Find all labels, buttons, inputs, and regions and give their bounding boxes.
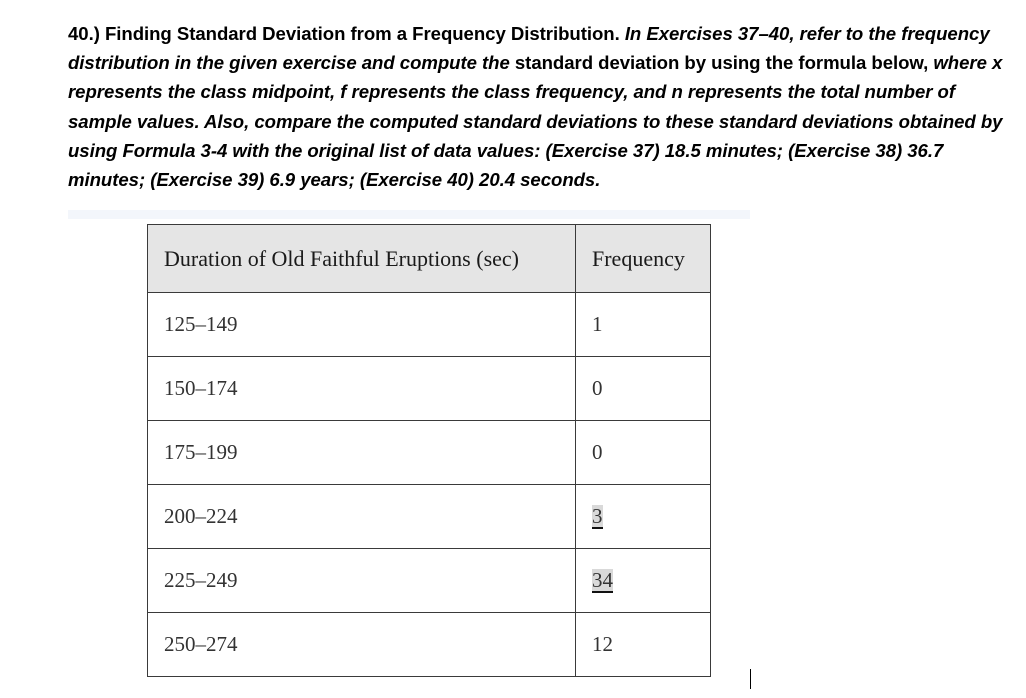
table-row [148,485,711,549]
problem-bold-phrase: standard deviation by using the formula below, [514,52,929,74]
table-row [148,421,711,485]
table-header-row [148,225,711,293]
highlighted-frequency-value[interactable]: 34 [592,568,613,592]
frequency-cell: 12 [576,613,711,677]
text-cursor [750,669,751,689]
table-row [148,357,711,421]
problem-title: Finding Standard Deviation from a Frequency Distribution. [104,23,620,44]
problem-body: where x represents the class midpoint, f represents the class frequency, and n represents the total number of sample values. Also, compare the computed standard deviations to these standard deviations obtained by using Formula 3-4 with the original list of data values: (Exercise 37) 18.5 minutes; (Exercise 38) 36.7 minutes; (Exercise 39) 6.9 years; (Exercise 40) 20.4 seconds. [68,52,1003,191]
duration-range-cell: 200–224 [148,485,576,549]
table-row [148,293,711,357]
problem-number: 40.) [68,23,100,44]
frequency-cell[interactable] [576,549,711,613]
formula-placeholder-band [68,210,750,219]
frequency-column-header: Frequency [576,225,711,293]
duration-range-cell: 250–274 [148,613,576,677]
frequency-cell[interactable] [576,485,711,549]
duration-range-cell: 150–174 [148,357,576,421]
frequency-cell: 0 [576,421,711,485]
duration-range-cell: 225–249 [148,549,576,613]
duration-range-cell: 125–149 [148,293,576,357]
frequency-cell: 0 [576,357,711,421]
duration-column-header: Duration of Old Faithful Eruptions (sec) [148,225,576,293]
highlighted-frequency-value[interactable]: 3 [592,504,603,528]
table-row [148,613,711,677]
problem-statement [68,19,1008,194]
duration-range-cell: 175–199 [148,421,576,485]
problem-intro: In Exercises 37–40, refer to the frequency distribution in the given exercise and compute the [68,23,990,74]
frequency-cell: 1 [576,293,711,357]
table-row [148,549,711,613]
frequency-table [147,224,711,677]
